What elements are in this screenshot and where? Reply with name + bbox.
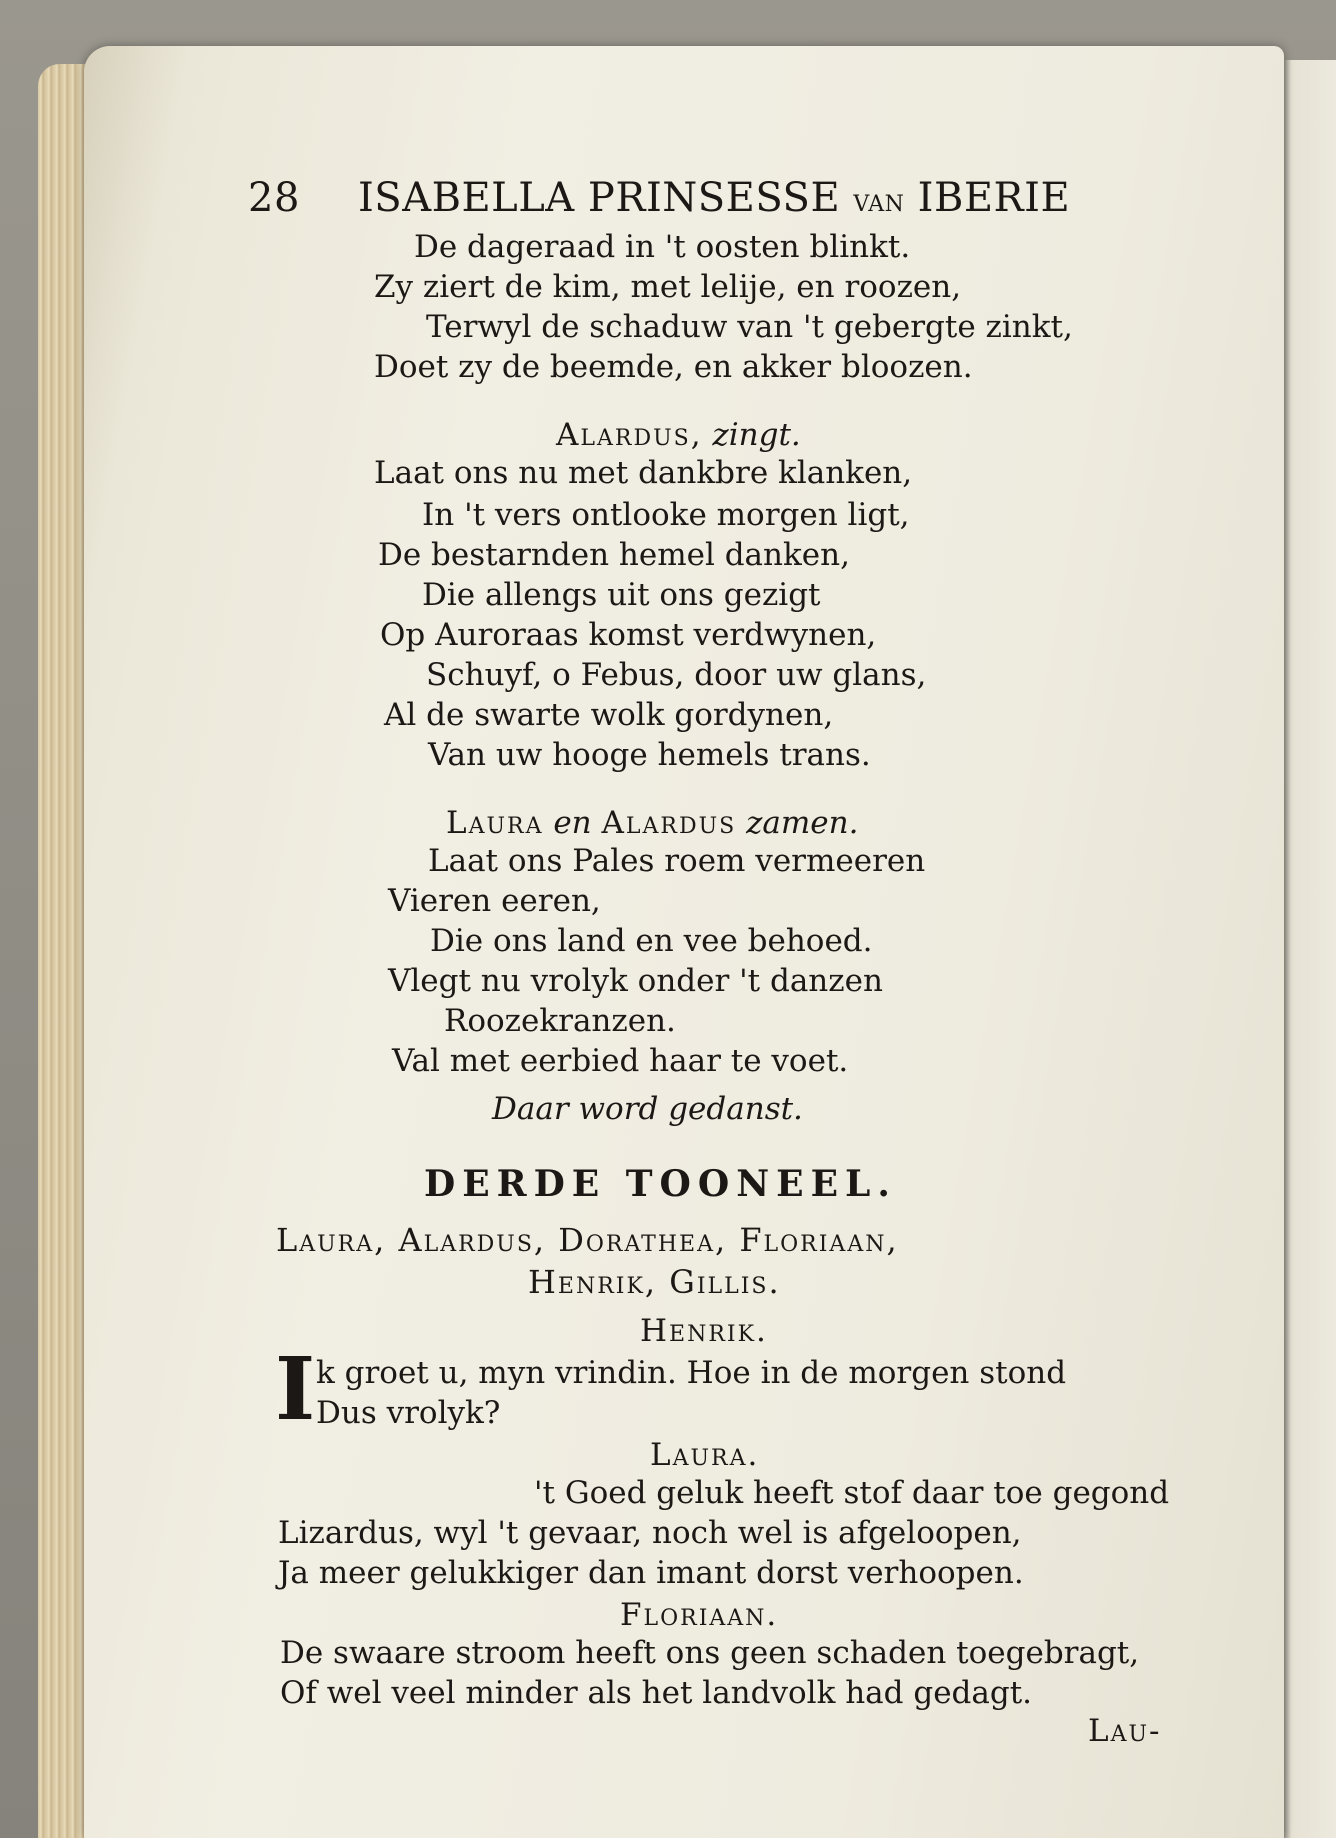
- cast-list: Henrik, Gillis.: [528, 1263, 781, 1301]
- verse-line: Terwyl de schaduw van 't gebergte zinkt,: [426, 309, 1073, 345]
- verse-line: In 't vers ontlooke morgen ligt,: [422, 497, 910, 533]
- prose-line: Ja meer gelukkiger dan imant dorst verhoopen.: [278, 1555, 1024, 1591]
- prose-line: Lizardus, wyl 't gevaar, noch wel is afgeloopen,: [278, 1515, 1022, 1551]
- scene-title: DERDE TOONEEL.: [424, 1163, 897, 1205]
- speaker-label: Henrik.: [640, 1313, 768, 1349]
- verse-line: Al de swarte wolk gordynen,: [384, 697, 834, 733]
- speaker-label: Laura en Alardus zamen.: [446, 805, 859, 841]
- speaker-label: Laura.: [650, 1437, 760, 1473]
- speaker-label: Floriaan.: [620, 1597, 779, 1633]
- prose-line: Dus vrolyk?: [316, 1395, 501, 1431]
- prose-line: k groet u, myn vrindin. Hoe in de morgen stond: [316, 1355, 1067, 1391]
- verse-line: Roozekranzen.: [444, 1003, 676, 1039]
- cast-list: Laura, Alardus, Dorathea, Floriaan,: [276, 1221, 899, 1259]
- prose-line: Of wel veel minder als het landvolk had gedagt.: [280, 1675, 1033, 1711]
- verse-line: Laat ons nu met dankbre klanken,: [374, 455, 913, 491]
- verse-line: Die allengs uit ons gezigt: [422, 577, 821, 613]
- verse-line: De bestarnden hemel danken,: [378, 537, 850, 573]
- prose-line: 't Goed geluk heeft stof daar toe gegond: [534, 1475, 1170, 1511]
- catchword: Lau-: [1088, 1713, 1162, 1749]
- verse-line: Op Auroraas komst verdwynen,: [380, 617, 877, 653]
- verse-line: Vieren eeren,: [388, 883, 601, 919]
- verse-line: Val met eerbied haar te voet.: [392, 1043, 849, 1079]
- verse-line: Zy ziert de kim, met lelije, en roozen,: [374, 269, 962, 305]
- verse-line: Die ons land en vee behoed.: [430, 923, 873, 959]
- verse-line: De dageraad in 't oosten blinkt.: [414, 229, 911, 265]
- verse-line: Laat ons Pales roem vermeeren: [428, 843, 926, 879]
- page-number: 28: [248, 175, 300, 221]
- drop-cap: I: [275, 1339, 316, 1440]
- verse-line: Vlegt nu vrolyk onder 't danzen: [388, 963, 883, 999]
- verse-line: Schuyf, o Febus, door uw glans,: [426, 657, 927, 693]
- speaker-label: Alardus, zingt.: [556, 417, 801, 453]
- stage-direction: Daar word gedanst.: [492, 1091, 803, 1127]
- running-title: ISABELLA PRINSESSE van IBERIE: [358, 175, 1071, 221]
- prose-line: De swaare stroom heeft ons geen schaden toegebragt,: [280, 1635, 1140, 1671]
- verse-line: Doet zy de beemde, en akker bloozen.: [374, 349, 973, 385]
- verse-line: Van uw hooge hemels trans.: [428, 737, 871, 773]
